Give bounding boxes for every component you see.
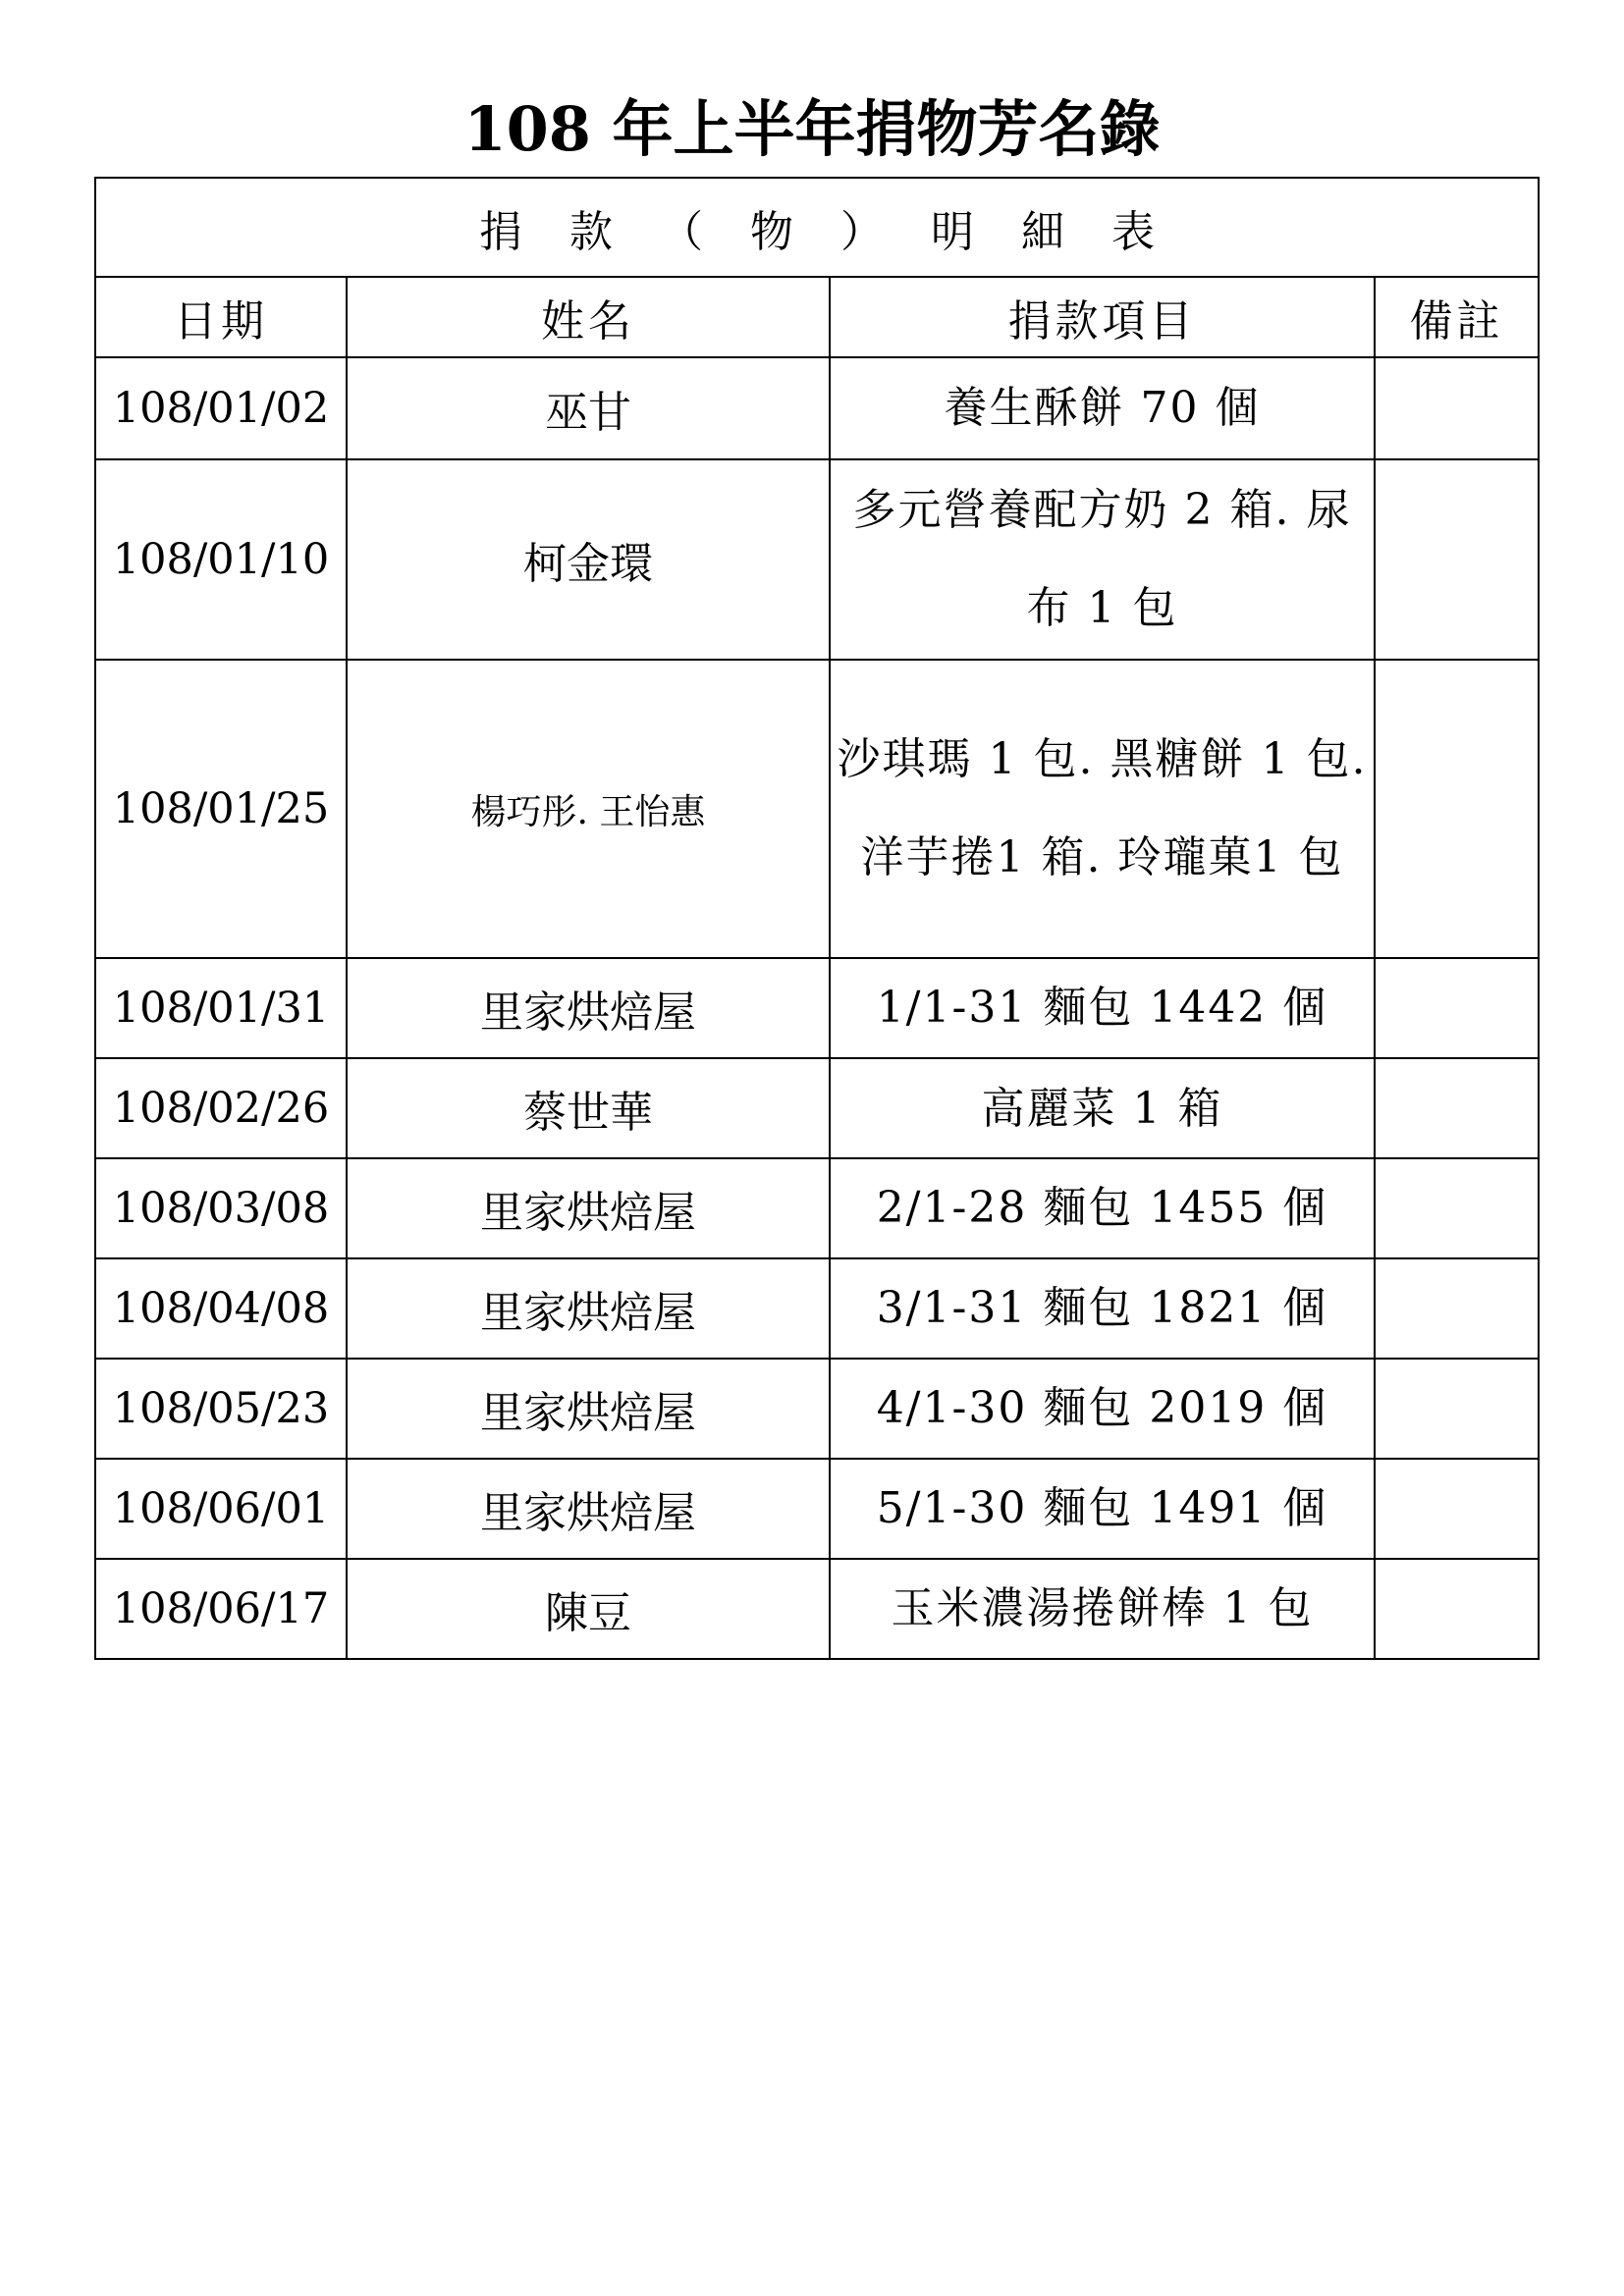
note-cell [1375, 1258, 1539, 1359]
item-cell [830, 958, 1375, 1058]
table-row [95, 1359, 1539, 1459]
item-text: 3/1-31 麵包 1821 個 [876, 1283, 1328, 1333]
date-cell: 108/01/25 [95, 660, 347, 958]
note-cell [1375, 1359, 1539, 1459]
table-row [95, 1459, 1539, 1559]
name-cell: 里家烘焙屋 [347, 958, 830, 1058]
item-cell [830, 1058, 1375, 1158]
table-row [95, 660, 1539, 958]
table-row [95, 1158, 1539, 1258]
item-cell [830, 459, 1375, 660]
item-text: 2/1-28 麵包 1455 個 [876, 1183, 1328, 1233]
table-row [95, 1058, 1539, 1158]
date-cell: 108/01/02 [95, 357, 347, 459]
item-cell [830, 1158, 1375, 1258]
note-cell [1375, 1058, 1539, 1158]
table-row [95, 459, 1539, 660]
table-row [95, 958, 1539, 1058]
item-text: 5/1-30 麵包 1491 個 [876, 1483, 1328, 1533]
name-cell: 陳豆 [347, 1559, 830, 1659]
column-header-date: 日期 [95, 277, 347, 357]
table-row [95, 357, 1539, 459]
item-cell [830, 660, 1375, 958]
document-title: 108 年上半年捐物芳名錄 [463, 93, 1161, 165]
note-cell [1375, 958, 1539, 1058]
note-cell [1375, 357, 1539, 459]
date-cell: 108/06/17 [95, 1559, 347, 1659]
date-cell: 108/03/08 [95, 1158, 347, 1258]
date-cell: 108/05/23 [95, 1359, 347, 1459]
date-cell: 108/01/31 [95, 958, 347, 1058]
item-cell [830, 1359, 1375, 1459]
item-text: 玉米濃湯捲餅棒 1 包 [891, 1583, 1314, 1633]
name-cell: 柯金環 [347, 459, 830, 660]
column-header-name: 姓名 [347, 277, 830, 357]
table-row [95, 1559, 1539, 1659]
name-cell: 里家烘焙屋 [347, 1158, 830, 1258]
table-caption-row [95, 178, 1539, 277]
date-cell: 108/04/08 [95, 1258, 347, 1359]
name-cell: 楊巧彤. 王怡惠 [347, 660, 830, 958]
note-cell [1375, 1559, 1539, 1659]
item-text: 1/1-31 麵包 1442 個 [876, 983, 1328, 1033]
name-cell: 里家烘焙屋 [347, 1258, 830, 1359]
table-header-row [95, 277, 1539, 357]
note-cell [1375, 660, 1539, 958]
note-cell [1375, 1158, 1539, 1258]
column-header-note: 備註 [1375, 277, 1539, 357]
note-cell [1375, 459, 1539, 660]
item-text: 沙琪瑪 1 包. 黑糖餅 1 包. 洋芋捲1 箱. 玲瓏菓1 包 [837, 734, 1368, 882]
table-caption-text: 捐款（物）明細表 [479, 206, 1202, 257]
date-cell: 108/01/10 [95, 459, 347, 660]
item-text: 4/1-30 麵包 2019 個 [876, 1383, 1328, 1433]
name-cell: 里家烘焙屋 [347, 1359, 830, 1459]
item-text: 多元營養配方奶 2 箱. 尿布 1 包 [852, 485, 1352, 633]
note-cell [1375, 1459, 1539, 1559]
name-cell: 里家烘焙屋 [347, 1459, 830, 1559]
name-cell: 巫甘 [347, 357, 830, 459]
date-cell: 108/02/26 [95, 1058, 347, 1158]
item-cell [830, 1559, 1375, 1659]
item-text: 養生酥餅 70 個 [944, 383, 1261, 433]
donation-table [94, 177, 1540, 1660]
table-caption [95, 178, 1539, 277]
name-cell: 蔡世華 [347, 1058, 830, 1158]
item-text: 高麗菜 1 箱 [981, 1083, 1223, 1134]
item-cell [830, 357, 1375, 459]
item-cell [830, 1258, 1375, 1359]
column-header-item: 捐款項目 [830, 277, 1375, 357]
item-cell [830, 1459, 1375, 1559]
date-cell: 108/06/01 [95, 1459, 347, 1559]
table-row [95, 1258, 1539, 1359]
